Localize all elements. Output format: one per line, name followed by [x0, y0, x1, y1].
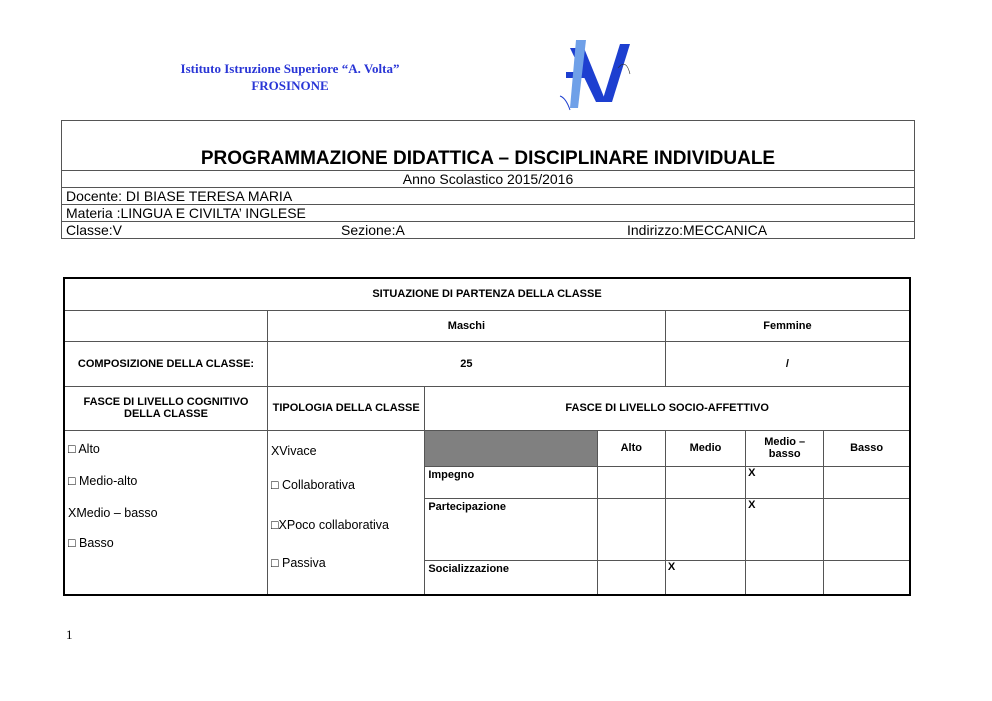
level-medio-basso: Medio – basso	[746, 430, 824, 466]
sezione: Sezione:A	[341, 222, 405, 238]
document-title: PROGRAMMAZIONE DIDATTICA – DISCIPLINARE INDIVIDUALE	[62, 121, 915, 171]
materia: Materia :LINGUA E CIVILTA’ INGLESE	[62, 205, 915, 222]
mark-cell	[597, 498, 665, 560]
tipologia-item: □XPoco collaborativa	[270, 517, 389, 532]
row-label-impegno: Impegno	[425, 466, 597, 498]
level-medio: Medio	[665, 430, 745, 466]
mark-cell	[665, 498, 745, 560]
cognitivo-list	[64, 430, 267, 595]
socio-affettivo-header: FASCE DI LIVELLO SOCIO-AFFETTIVO	[425, 386, 910, 430]
tipologia-item: □ Collaborativa	[270, 477, 355, 492]
school-city: FROSINONE	[251, 78, 329, 93]
empty-cell	[64, 310, 267, 341]
row-label-socializzazione: Socializzazione	[425, 560, 597, 595]
mark-cell: X	[746, 498, 824, 560]
mark-cell	[824, 560, 910, 595]
mark-cell	[665, 466, 745, 498]
page-number: 1	[66, 627, 73, 642]
row-label-partecipazione: Partecipazione	[425, 498, 597, 560]
mark-cell	[597, 560, 665, 595]
cognitivo-item: XMedio – basso	[68, 505, 158, 520]
tipologia-list	[267, 430, 424, 595]
composizione-label: COMPOSIZIONE DELLA CLASSE:	[64, 341, 267, 386]
docente: Docente: DI BIASE TERESA MARIA	[62, 188, 915, 205]
level-alto: Alto	[597, 430, 665, 466]
mark-cell	[824, 498, 910, 560]
tipologia-item: XVivace	[270, 443, 317, 458]
maschi-header: Maschi	[267, 310, 665, 341]
mark-cell	[597, 466, 665, 498]
situazione-table	[63, 277, 911, 596]
tipologia-item: □ Passiva	[270, 555, 326, 570]
maschi-value: 25	[267, 341, 665, 386]
mark-cell	[824, 466, 910, 498]
grey-cell	[425, 430, 597, 466]
school-logo	[556, 38, 634, 112]
classe-row	[62, 222, 915, 239]
mark-cell: X	[746, 466, 824, 498]
cognitivo-header: FASCE DI LIVELLO COGNITIVO DELLA CLASSE	[64, 386, 267, 430]
situazione-title: SITUAZIONE DI PARTENZA DELLA CLASSE	[64, 278, 910, 310]
level-basso: Basso	[824, 430, 910, 466]
school-year: Anno Scolastico 2015/2016	[62, 171, 915, 188]
cognitivo-item: □ Medio-alto	[68, 473, 138, 488]
mark-cell	[746, 560, 824, 595]
school-heading	[120, 60, 460, 94]
cognitivo-item: □ Alto	[68, 441, 100, 456]
header-table	[61, 120, 915, 239]
mark-cell: X	[665, 560, 745, 595]
school-name: Istituto Istruzione Superiore “A. Volta”	[180, 61, 400, 76]
cognitivo-item: □ Basso	[68, 535, 114, 550]
tipologia-header: TIPOLOGIA DELLA CLASSE	[267, 386, 424, 430]
femmine-value: /	[665, 341, 910, 386]
indirizzo: Indirizzo:MECCANICA	[627, 222, 768, 238]
femmine-header: Femmine	[665, 310, 910, 341]
classe: Classe:V	[66, 222, 123, 238]
